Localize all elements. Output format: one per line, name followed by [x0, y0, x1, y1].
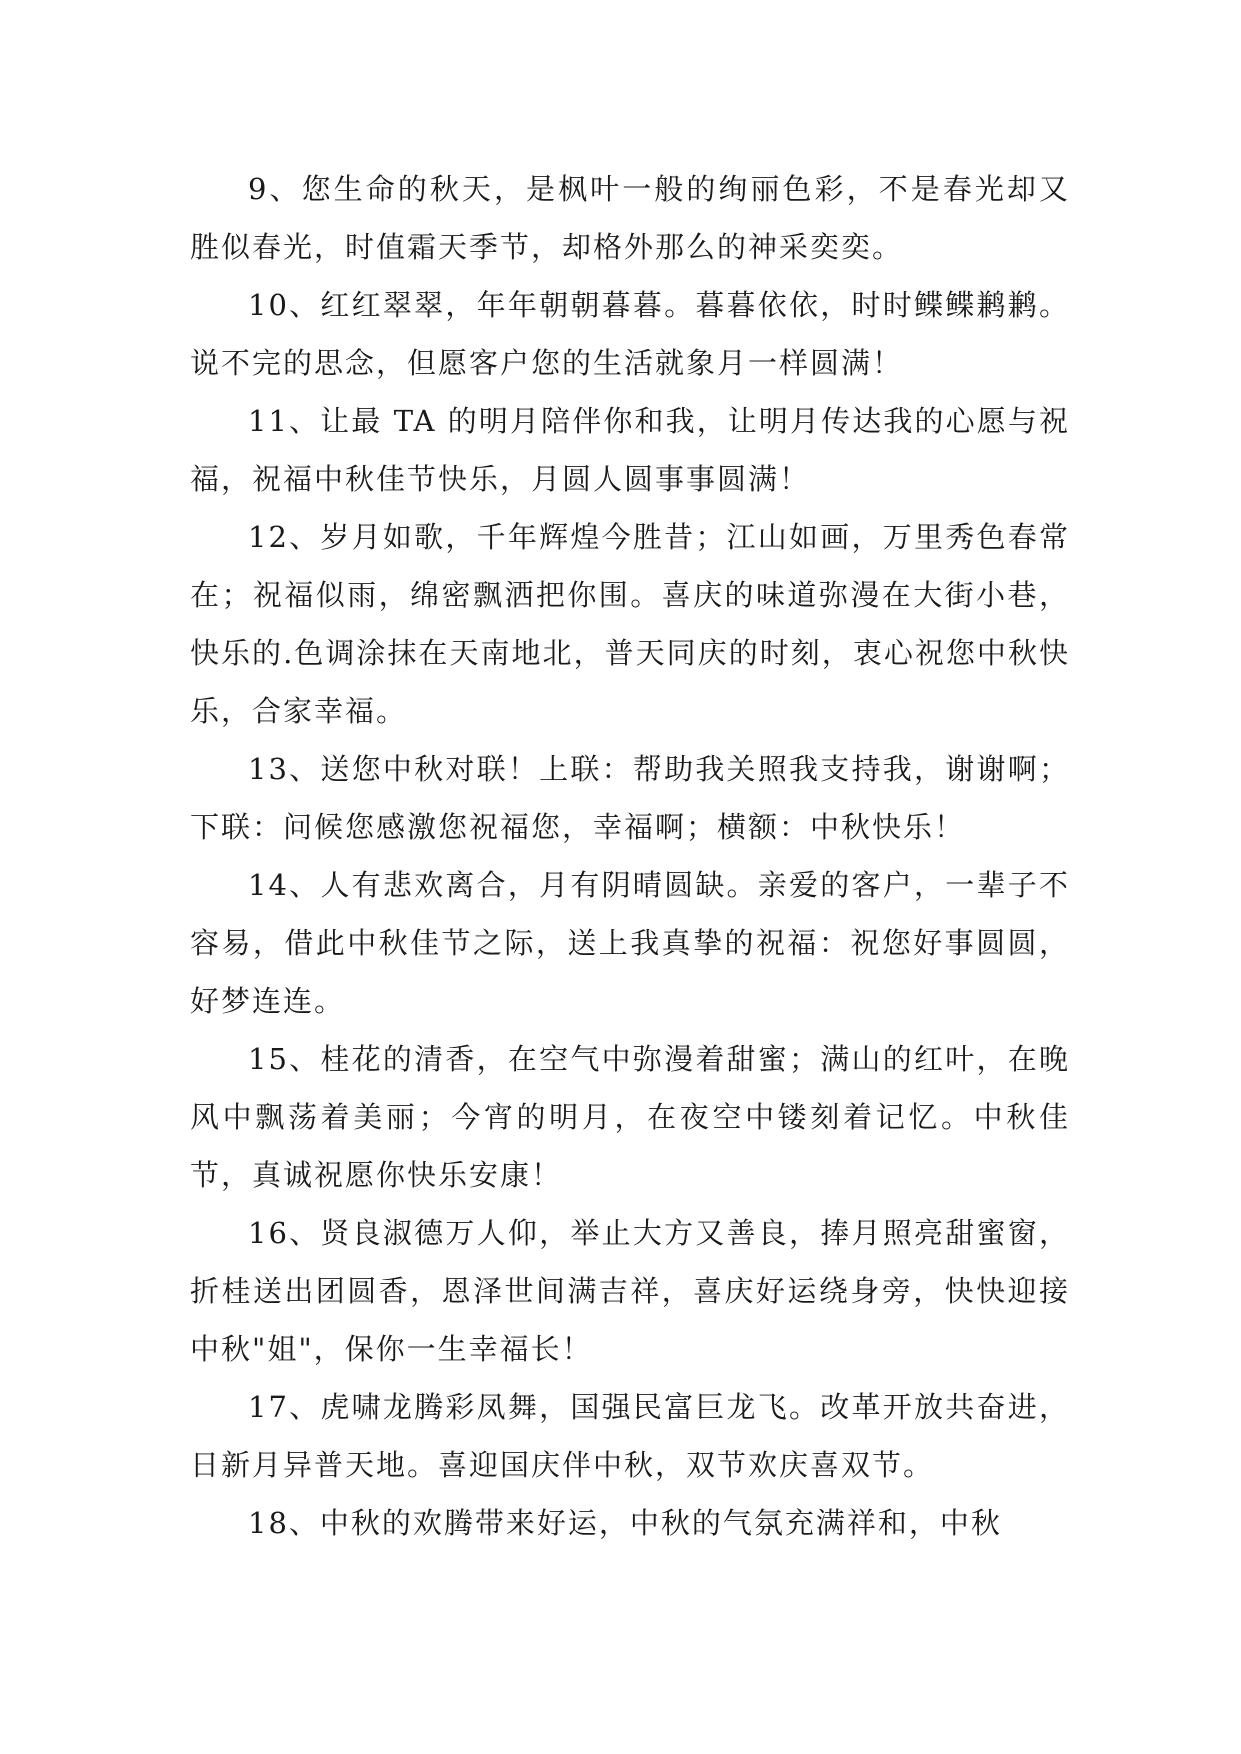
paragraph-16: 16、贤良淑德万人仰，举止大方又善良，捧月照亮甜蜜窗，折桂送出团圆香，恩泽世间满吉祥，喜庆好运绕身旁，快快迎接中秋"姐"，保你一生幸福长！ — [190, 1216, 1070, 1366]
paragraph-14: 14、人有悲欢离合，月有阴晴圆缺。亲爱的客户，一辈子不容易，借此中秋佳节之际，送上我真挚的祝福：祝您好事圆圆，好梦连连。 — [190, 868, 1070, 1018]
paragraph-11: 11、让最 TA 的明月陪伴你和我，让明月传达我的心愿与祝福，祝福中秋佳节快乐，月圆人圆事事圆满！ — [190, 404, 1070, 496]
document-body — [190, 160, 1070, 1552]
paragraph-12: 12、岁月如歌，千年辉煌今胜昔；江山如画，万里秀色春常在；祝福似雨，绵密飘洒把你围。喜庆的味道弥漫在大街小巷，快乐的.色调涂抹在天南地北，普天同庆的时刻，衷心祝您中秋快乐，合家幸福。 — [190, 520, 1070, 728]
paragraph-9: 9、您生命的秋天，是枫叶一般的绚丽色彩，不是春光却又胜似春光，时值霜天季节，却格外那么的神采奕奕。 — [190, 172, 1070, 264]
paragraph-17: 17、虎啸龙腾彩凤舞，国强民富巨龙飞。改革开放共奋进，日新月异普天地。喜迎国庆伴中秋，双节欢庆喜双节。 — [190, 1390, 1070, 1482]
paragraph-18: 18、中秋的欢腾带来好运，中秋的气氛充满祥和，中秋 — [248, 1506, 1002, 1540]
paragraph-13: 13、送您中秋对联！上联：帮助我关照我支持我，谢谢啊；下联：问候您感激您祝福您，幸福啊；横额：中秋快乐！ — [190, 752, 1070, 844]
paragraph-15: 15、桂花的清香，在空气中弥漫着甜蜜；满山的红叶，在晚风中飘荡着美丽；今宵的明月，在夜空中镂刻着记忆。中秋佳节，真诚祝愿你快乐安康！ — [190, 1042, 1070, 1192]
paragraph-10: 10、红红翠翠，年年朝朝暮暮。暮暮依依，时时鲽鲽鹣鹣。说不完的思念，但愿客户您的生活就象月一样圆满！ — [190, 288, 1070, 380]
